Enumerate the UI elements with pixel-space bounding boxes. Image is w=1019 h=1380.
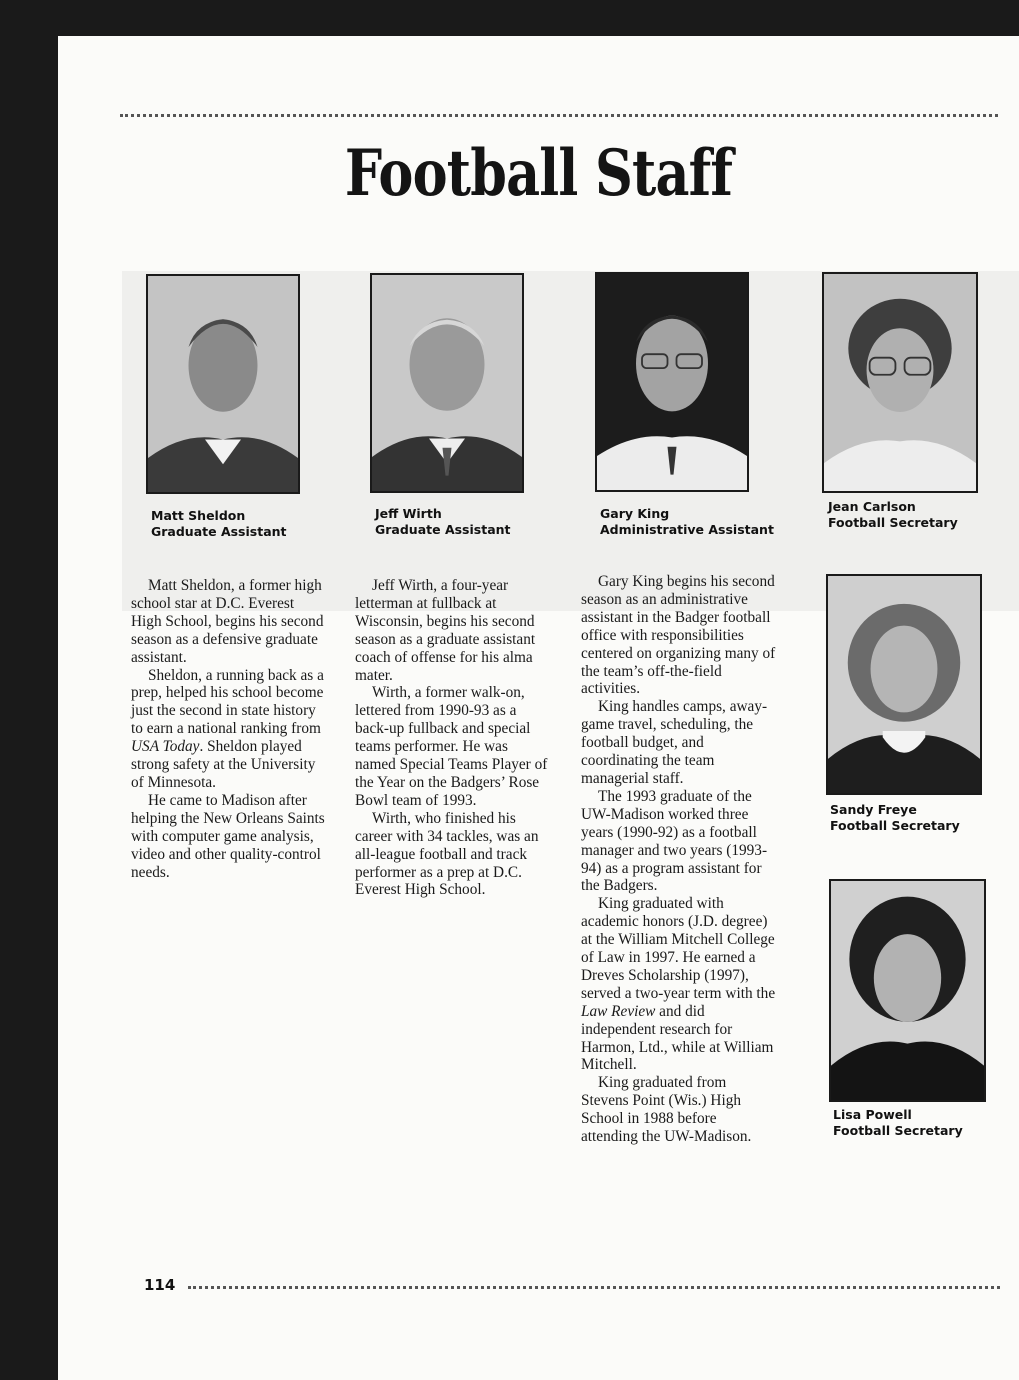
bio-matt-sheldon [131,577,326,881]
bio-paragraph: Sheldon, a running back as a prep, helped his school become just the second in state history to earn a national ranking from USA Today. Sheldon played strong safety at the University of Minnesota. [131,666,324,791]
bio-jeff-wirth [355,577,551,899]
bio-paragraph: King handles camps, away-game travel, scheduling, the football budget, and coordinating the team managerial staff. [581,698,768,787]
page [58,36,1019,1380]
staff-role: Football Secretary [830,818,960,833]
caption-gary-king [600,506,774,538]
page-title: Football Staff [344,136,733,211]
caption-sandy-freye [830,802,960,834]
bio-paragraph: Wirth, a former walk-on, lettered from 1990-93 as a back-up fullback and special teams performer. He was named Special Teams Player of the Year on the Badgers’ Rose Bowl team of 1993. [355,684,548,809]
photo-sandy-freye [826,574,982,795]
staff-name: Gary King [600,506,670,521]
bottom-dotted-rule [188,1286,1000,1289]
staff-role: Football Secretary [833,1123,963,1138]
staff-name: Jean Carlson [828,499,916,514]
bio-paragraph: Jeff Wirth, a four-year letterman at fullback at Wisconsin, begins his second season as a graduate assistant coach of offense for his alma mater. [355,577,536,684]
bio-paragraph: The 1993 graduate of the UW-Madison worked three years (1990-92) as a football manager and two years (1993-94) as a program assistant for the Badgers. [581,787,768,895]
staff-name: Jeff Wirth [375,506,442,521]
bio-paragraph: Wirth, who finished his career with 34 tackles, was an all-league football and track performer as a prep at D.C. Everest High School. [355,809,539,899]
caption-lisa-powell [833,1107,963,1139]
staff-name: Matt Sheldon [151,508,246,523]
staff-role: Graduate Assistant [151,524,287,539]
photo-jean-carlson [822,272,978,493]
staff-role: Graduate Assistant [375,522,511,537]
staff-role: Administrative Assistant [600,522,774,537]
page-number: 114 [144,1276,176,1294]
bio-paragraph: King graduated from Stevens Point (Wis.) High School in 1988 before attending the UW-Madison. [581,1074,752,1146]
bio-paragraph: King graduated with academic honors (J.D. degree) at the William Mitchell College of Law in 1997. He earned a Dreves Scholarship (1997), served a two-year term with the Law Review and did independent research for Harmon, Ltd., while at William Mitchell. [581,895,776,1074]
bio-paragraph: He came to Madison after helping the New Orleans Saints with computer game analysis, video and other quality-control needs. [131,791,325,881]
staff-name: Lisa Powell [833,1107,912,1122]
photo-jeff-wirth [370,273,524,493]
caption-matt-sheldon [151,508,287,540]
bio-paragraph: Matt Sheldon, a former high school star at D.C. Everest High School, begins his second season as a defensive graduate assistant. [131,577,324,666]
caption-jean-carlson [828,499,958,531]
photo-matt-sheldon [146,274,300,494]
bio-gary-king [581,573,777,1146]
photo-gary-king [595,272,749,492]
bio-paragraph: Gary King begins his second season as an administrative assistant in the Badger football office with responsibilities centered on organizing many of the team’s off-the-field activities. [581,573,776,698]
staff-name: Sandy Freye [830,802,917,817]
staff-role: Football Secretary [828,515,958,530]
top-dotted-rule [120,114,998,117]
photo-lisa-powell [829,879,986,1102]
caption-jeff-wirth [375,506,511,538]
